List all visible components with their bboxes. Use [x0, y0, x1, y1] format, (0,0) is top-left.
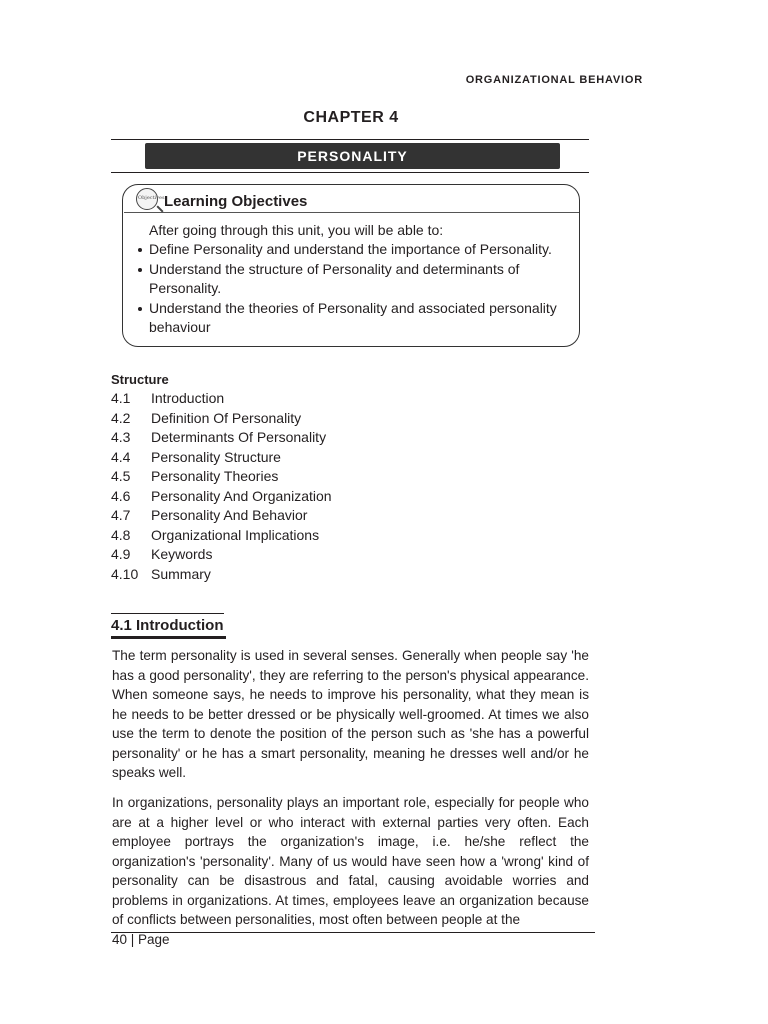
toc-label: Personality And Organization — [151, 487, 332, 504]
toc-item — [111, 467, 511, 486]
toc-label: Determinants Of Personality — [151, 429, 327, 445]
paragraph: The term personality is used in several senses. Generally when people say 'he has a good personality', they are referring to the person's physical appearance. When someone says, he needs to improve his personality, what they mean is he needs to be better dressed or be physically well-groomed. At times we also use the term to denote the position of the person such as 'she has a powerful personality' or he has a smart personality, meaning he dresses well and/or he speaks well. — [112, 648, 589, 780]
toc-item — [111, 545, 511, 564]
magnifier-icon — [136, 188, 165, 210]
toc-number: 4.2 — [111, 409, 131, 426]
bullet — [138, 248, 142, 252]
toc-number: 4.8 — [111, 526, 131, 543]
toc-number: 4.1 — [111, 390, 131, 406]
chapter-name-banner — [145, 143, 560, 169]
toc-label: Summary — [151, 565, 211, 582]
toc-label: Keywords — [151, 546, 213, 562]
objective-item-continued: Personality. — [149, 280, 222, 296]
divider — [111, 139, 589, 140]
chapter-name: PERSONALITY — [297, 148, 408, 164]
toc-number: 4.5 — [111, 468, 131, 484]
toc-item — [111, 565, 511, 584]
heading-underline — [111, 636, 226, 639]
toc-label: Personality And Behavior — [151, 507, 308, 523]
paragraph: In organizations, personality plays an important role, especially for people who are at a higher level or who interact with external parties very often. Each employee portrays the organization's image, i.e. he/she reflect the organization's 'personality'. Many of us would have seen how a 'wrong' kind of personality can be disastrous and fatal, causing avoidable worries and problems in organizations. At times, employees leave an organization because of conflicts between personalities, most often between people at the — [112, 795, 589, 927]
toc-number: 4.7 — [111, 507, 131, 523]
toc-item — [111, 487, 511, 506]
toc-label: Introduction — [151, 390, 225, 406]
toc-number: 4.9 — [111, 546, 131, 562]
toc-item — [111, 526, 511, 545]
toc-item — [111, 506, 511, 525]
learning-objectives-intro: After going through this unit, you will be able to: — [149, 222, 444, 238]
learning-objectives-heading: Learning Objectives — [164, 193, 308, 210]
toc-item — [111, 428, 511, 447]
toc-item — [111, 448, 511, 467]
divider — [124, 212, 579, 213]
bullet — [138, 268, 142, 272]
toc-number: 4.3 — [111, 429, 131, 445]
toc-label: Personality Theories — [151, 468, 279, 484]
toc-label: Personality Structure — [151, 448, 281, 465]
page-number: 40 | Page — [112, 932, 170, 947]
objective-item-continued: behaviour — [149, 319, 211, 335]
toc-number: 4.4 — [111, 448, 131, 465]
running-head: ORGANIZATIONAL BEHAVIOR — [465, 74, 643, 86]
toc-label: Definition Of Personality — [151, 409, 302, 426]
section-heading: 4.1 Introduction — [111, 613, 224, 636]
toc-item — [111, 389, 511, 408]
divider — [111, 172, 589, 173]
toc-label: Organizational Implications — [151, 526, 320, 543]
objective-item: Understand the theories of Personality and associated personality — [149, 300, 557, 316]
toc-number: 4.10 — [111, 565, 139, 582]
footer-divider — [111, 932, 595, 933]
icon-label: Objectives — [138, 195, 165, 201]
bullet — [138, 307, 142, 311]
toc-number: 4.6 — [111, 487, 131, 504]
objective-item: Define Personality and understand the importance of Personality. — [149, 241, 552, 257]
objective-item: Understand the structure of Personality and determinants of — [149, 261, 520, 277]
structure-title: Structure — [111, 372, 169, 387]
toc-item — [111, 409, 511, 428]
chapter-title: CHAPTER 4 — [303, 109, 399, 126]
